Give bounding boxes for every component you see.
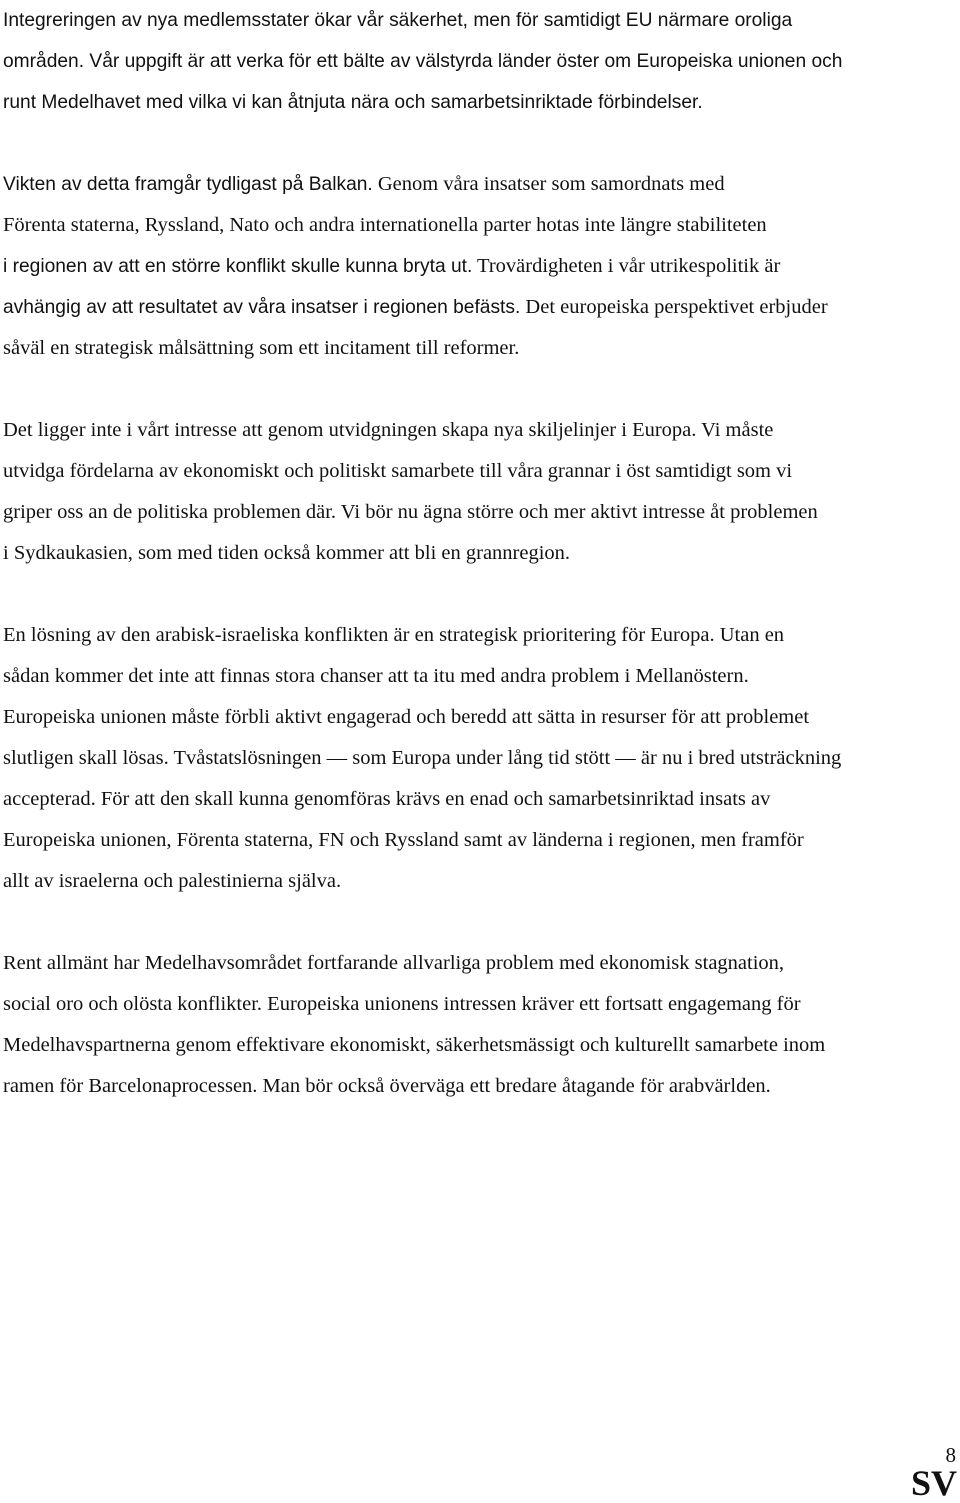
text-segment: Europeiska unionen måste förbli aktivt engagerad och beredd att sätta in resurser för att problemet bbox=[3, 706, 810, 728]
text-segment: accepterad. För att den skall kunna genomföras krävs en enad och samarbetsinriktad insats av bbox=[3, 788, 771, 810]
paragraph bbox=[3, 615, 958, 902]
paragraph bbox=[3, 0, 958, 123]
text-line bbox=[3, 41, 958, 82]
text-segment: griper oss an de politiska problemen där. Vi bör nu ägna större och mer aktivt intresse åt problemen bbox=[3, 501, 818, 523]
text-line bbox=[3, 943, 958, 984]
language-code: SV bbox=[910, 1463, 957, 1503]
text-segment: Medelhavspartnerna genom effektivare ekonomiskt, säkerhetsmässigt och kulturellt samarbete inom bbox=[3, 1034, 826, 1056]
text-segment: Förenta staterna, Ryssland, Nato och andra internationella parter hotas inte längre stabiliteten bbox=[3, 214, 767, 236]
text-segment: Genom våra insatser som samordnats med bbox=[372, 173, 725, 195]
text-line bbox=[3, 984, 958, 1025]
text-segment: Det europeiska perspektivet erbjuder bbox=[520, 296, 828, 318]
text-line bbox=[3, 779, 958, 820]
text-line bbox=[3, 0, 958, 41]
text-segment: avhängig av att resultatet av våra insatser i regionen befästs. bbox=[3, 297, 521, 318]
text-segment: Europeiska unionen, Förenta staterna, FN och Ryssland samt av länderna i regionen, men framför bbox=[3, 829, 804, 851]
text-line bbox=[3, 615, 958, 656]
paragraph-gap bbox=[3, 902, 958, 943]
text-segment: utvidga fördelarna av ekonomiskt och politiskt samarbete till våra grannar i öst samtidigt som vi bbox=[3, 460, 793, 482]
text-line bbox=[3, 451, 958, 492]
text-line bbox=[3, 164, 958, 205]
text-line bbox=[3, 533, 958, 574]
paragraph-gap bbox=[3, 574, 958, 615]
text-line bbox=[3, 1025, 958, 1066]
paragraph bbox=[3, 943, 958, 1107]
text-line bbox=[3, 82, 958, 123]
text-line bbox=[3, 410, 958, 451]
text-line bbox=[3, 492, 958, 533]
text-segment: områden. Vår uppgift är att verka för ett bälte av välstyrda länder öster om Europeiska unionen och bbox=[3, 51, 843, 72]
text-segment: Det ligger inte i vårt intresse att genom utvidgningen skapa nya skiljelinjer i Europa. Vi måste bbox=[3, 419, 774, 441]
paragraph-gap bbox=[3, 123, 958, 164]
document-body bbox=[3, 0, 958, 1107]
text-segment: i Sydkaukasien, som med tiden också kommer att bli en grannregion. bbox=[3, 542, 571, 564]
page-number: 8 bbox=[945, 1443, 956, 1467]
text-line bbox=[3, 328, 958, 369]
text-line bbox=[3, 246, 958, 287]
text-segment: En lösning av den arabisk-israeliska konflikten är en strategisk prioritering för Europa. Utan en bbox=[3, 624, 785, 646]
text-segment: Rent allmänt har Medelhavsområdet fortfarande allvarliga problem med ekonomisk stagnation, bbox=[3, 952, 785, 974]
text-line bbox=[3, 820, 958, 861]
paragraph bbox=[3, 410, 958, 574]
text-line bbox=[3, 1066, 958, 1107]
paragraph-gap bbox=[3, 369, 958, 410]
text-line bbox=[3, 738, 958, 779]
text-segment: Vikten av detta framgår tydligast på Balkan. bbox=[3, 174, 373, 195]
text-segment: runt Medelhavet med vilka vi kan åtnjuta nära och samarbetsinriktade förbindelser. bbox=[3, 92, 703, 113]
text-segment: i regionen av att en större konflikt skulle kunna bryta ut. bbox=[3, 256, 473, 277]
text-line bbox=[3, 287, 958, 328]
text-line bbox=[3, 205, 958, 246]
text-segment: Trovärdigheten i vår utrikespolitik är bbox=[472, 255, 781, 277]
paragraph bbox=[3, 164, 958, 369]
text-segment: ramen för Barcelonaprocessen. Man bör också överväga ett bredare åtagande för arabvärlden. bbox=[3, 1075, 771, 1097]
text-line bbox=[3, 861, 958, 902]
text-segment: social oro och olösta konflikter. Europeiska unionens intressen kräver ett fortsatt engagemang för bbox=[3, 993, 801, 1015]
text-segment: slutligen skall lösas. Tvåstatslösningen — som Europa under lång tid stött — är nu i bred utsträckning bbox=[3, 747, 842, 769]
text-segment: allt av israelerna och palestinierna själva. bbox=[3, 870, 342, 892]
text-line bbox=[3, 656, 958, 697]
text-line bbox=[3, 697, 958, 738]
text-segment: sådan kommer det inte att finnas stora chanser att ta itu med andra problem i Mellanöstern. bbox=[3, 665, 749, 687]
text-segment: Integreringen av nya medlemsstater ökar vår säkerhet, men för samtidigt EU närmare oroliga bbox=[3, 10, 793, 31]
text-segment: såväl en strategisk målsättning som ett incitament till reformer. bbox=[3, 337, 520, 359]
